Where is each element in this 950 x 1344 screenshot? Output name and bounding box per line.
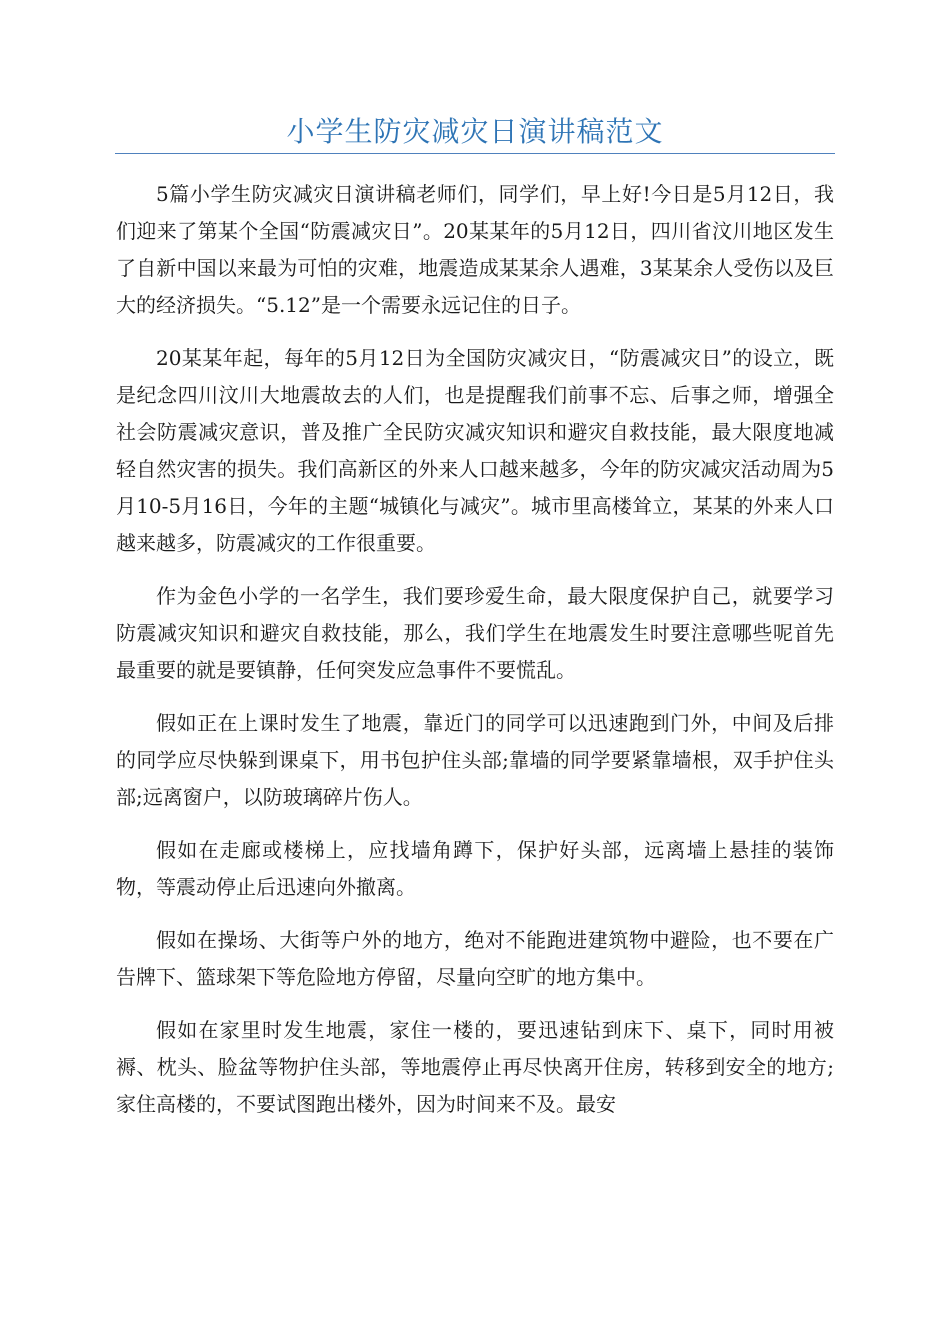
paragraph-5: 假如在走廊或楼梯上，应找墙角蹲下，保护好头部，远离墙上悬挂的装饰物，等震动停止后迅速向外撤离。: [116, 838, 834, 899]
paragraph-2: 20某某年起，每年的5月12日为全国防灾减灾日，“防震减灾日”的设立，既是纪念四川汶川大地震故去的人们，也是提醒我们前事不忘、后事之师，增强全社会防震减灾意识，普及推广全民防灾减灾知识和避灾自救技能，最大限度地减轻自然灾害的损失。我们高新区的外来人口越来越多，今年的防灾减灾活动周为5月10-5月16日，今年的主题“城镇化与减灾”。城市里高楼耸立，某某的外来人口越来越多，防震减灾的工作很重要。: [116, 346, 834, 555]
paragraph-4: 假如正在上课时发生了地震，靠近门的同学可以迅速跑到门外，中间及后排的同学应尽快躲到课桌下，用书包护住头部;靠墙的同学要紧靠墙根，双手护住头部;远离窗户，以防玻璃碎片伤人。: [116, 711, 834, 809]
document-body: [116, 176, 834, 1139]
document-title: 小学生防灾减灾日演讲稿范文: [286, 115, 664, 148]
title-underline: [115, 153, 835, 154]
paragraph-3: 作为金色小学的一名学生，我们要珍爱生命，最大限度保护自己，就要学习防震减灾知识和避灾自救技能，那么，我们学生在地震发生时要注意哪些呢首先最重要的就是要镇静，任何突发应急事件不要慌乱。: [116, 584, 834, 682]
paragraph-7: 假如在家里时发生地震，家住一楼的，要迅速钻到床下、桌下，同时用被褥、枕头、脸盆等物护住头部，等地震停止再尽快离开住房，转移到安全的地方;家住高楼的，不要试图跑出楼外，因为时间来不及。最安: [116, 1018, 834, 1116]
paragraph-6: 假如在操场、大街等户外的地方，绝对不能跑进建筑物中避险，也不要在广告牌下、篮球架下等危险地方停留，尽量向空旷的地方集中。: [116, 928, 834, 989]
paragraph-1: 5篇小学生防灾减灾日演讲稿老师们，同学们，早上好!今日是5月12日，我们迎来了第某个全国“防震减灾日”。20某某年的5月12日，四川省汶川地区发生了自新中国以来最为可怕的灾难，地震造成某某余人遇难，3某某余人受伤以及巨大的经济损失。“5.12”是一个需要永远记住的日子。: [116, 182, 834, 317]
